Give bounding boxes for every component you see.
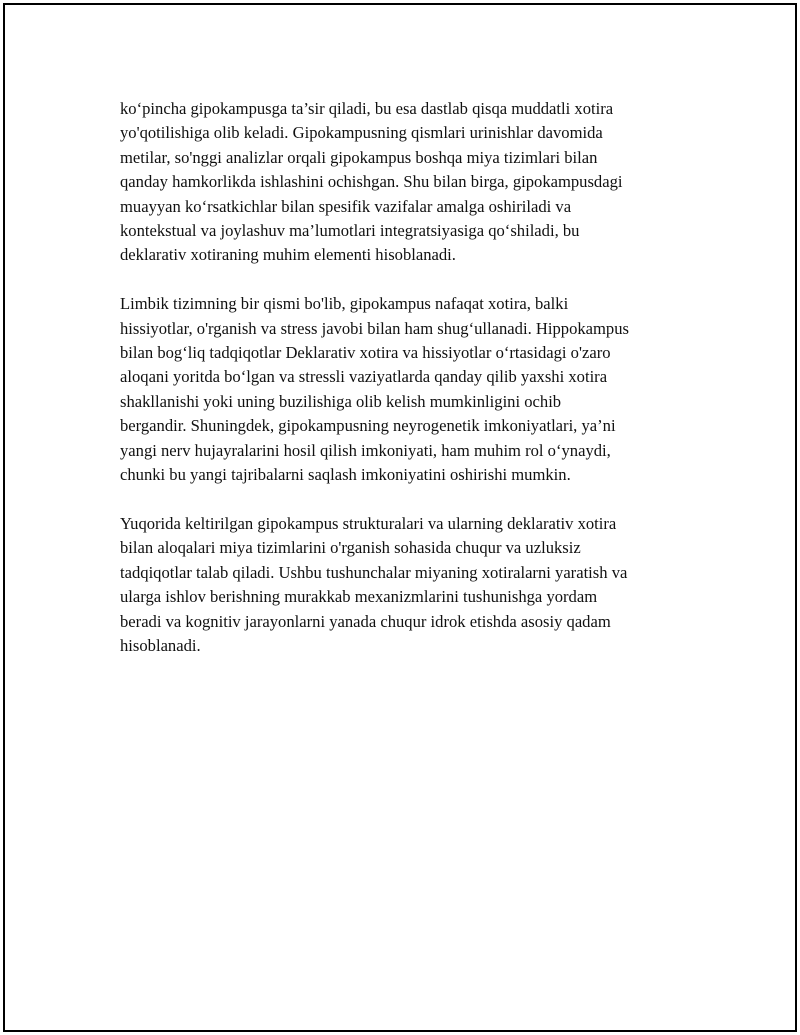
text-line: hissiyotlar, o'rganish va stress javobi bilan ham shug‘ullanadi. Hippokampus <box>120 318 629 338</box>
text-line: bilan bog‘liq tadqiqotlar Deklarativ xotira va hissiyotlar o‘rtasidagi o'zaro <box>120 343 611 363</box>
paragraph-2 <box>120 292 700 487</box>
text-line: tadqiqotlar talab qiladi. Ushbu tushunchalar miyaning xotiralarni yaratish va <box>120 562 628 582</box>
paragraph-3 <box>120 512 700 658</box>
text-line: ko‘pincha gipokampusga ta’sir qiladi, bu esa dastlab qisqa muddatli xotira <box>120 99 614 118</box>
paragraph-1 <box>120 97 700 268</box>
document-page <box>3 3 797 1032</box>
text-line: ularga ishlov berishning murakkab mexanizmlarini tushunishga yordam <box>120 587 598 607</box>
text-line: hisoblanadi. <box>120 635 201 655</box>
text-line: chunki bu yangi tajribalarni saqlash imkoniyatini oshirishi mumkin. <box>120 465 571 485</box>
text-line: beradi va kognitiv jarayonlarni yanada chuqur idrok etishda asosiy qadam <box>120 611 611 631</box>
text-line: shakllanishi yoki uning buzilishiga olib kelish mumkinligini ochib <box>120 391 562 411</box>
text-line: qanday hamkorlikda ishlashini ochishgan. Shu bilan birga, gipokampusdagi <box>120 172 623 192</box>
text-line: Yuqorida keltirilgan gipokampus strukturalari va ularning deklarativ xotira <box>120 513 617 533</box>
document-body <box>120 97 700 683</box>
text-line: bergandir. Shuningdek, gipokampusning neyrogenetik imkoniyatlari, ya’ni <box>120 416 616 436</box>
text-line: aloqani yoritda bo‘lgan va stressli vaziyatlarda qanday qilib yaxshi xotira <box>120 367 608 387</box>
text-line: yo'qotilishiga olib keladi. Gipokampusning qismlari urinishlar davomida <box>120 123 603 143</box>
text-line: metilar, so'nggi analizlar orqali gipokampus boshqa miya tizimlari bilan <box>120 147 598 167</box>
text-line: kontekstual va joylashuv ma’lumotlari integratsiyasiga qo‘shiladi, bu <box>120 221 580 241</box>
text-line: Limbik tizimning bir qismi bo'lib, gipokampus nafaqat xotira, balki <box>120 294 569 314</box>
text-line: yangi nerv hujayralarini hosil qilish imkoniyati, ham muhim rol o‘ynaydi, <box>120 440 611 460</box>
text-line: muayyan ko‘rsatkichlar bilan spesifik vazifalar amalga oshiriladi va <box>120 196 572 216</box>
text-line: deklarativ xotiraning muhim elementi hisoblanadi. <box>120 245 456 265</box>
text-line: bilan aloqalari miya tizimlarini o'rganish sohasida chuqur va uzluksiz <box>120 538 581 558</box>
